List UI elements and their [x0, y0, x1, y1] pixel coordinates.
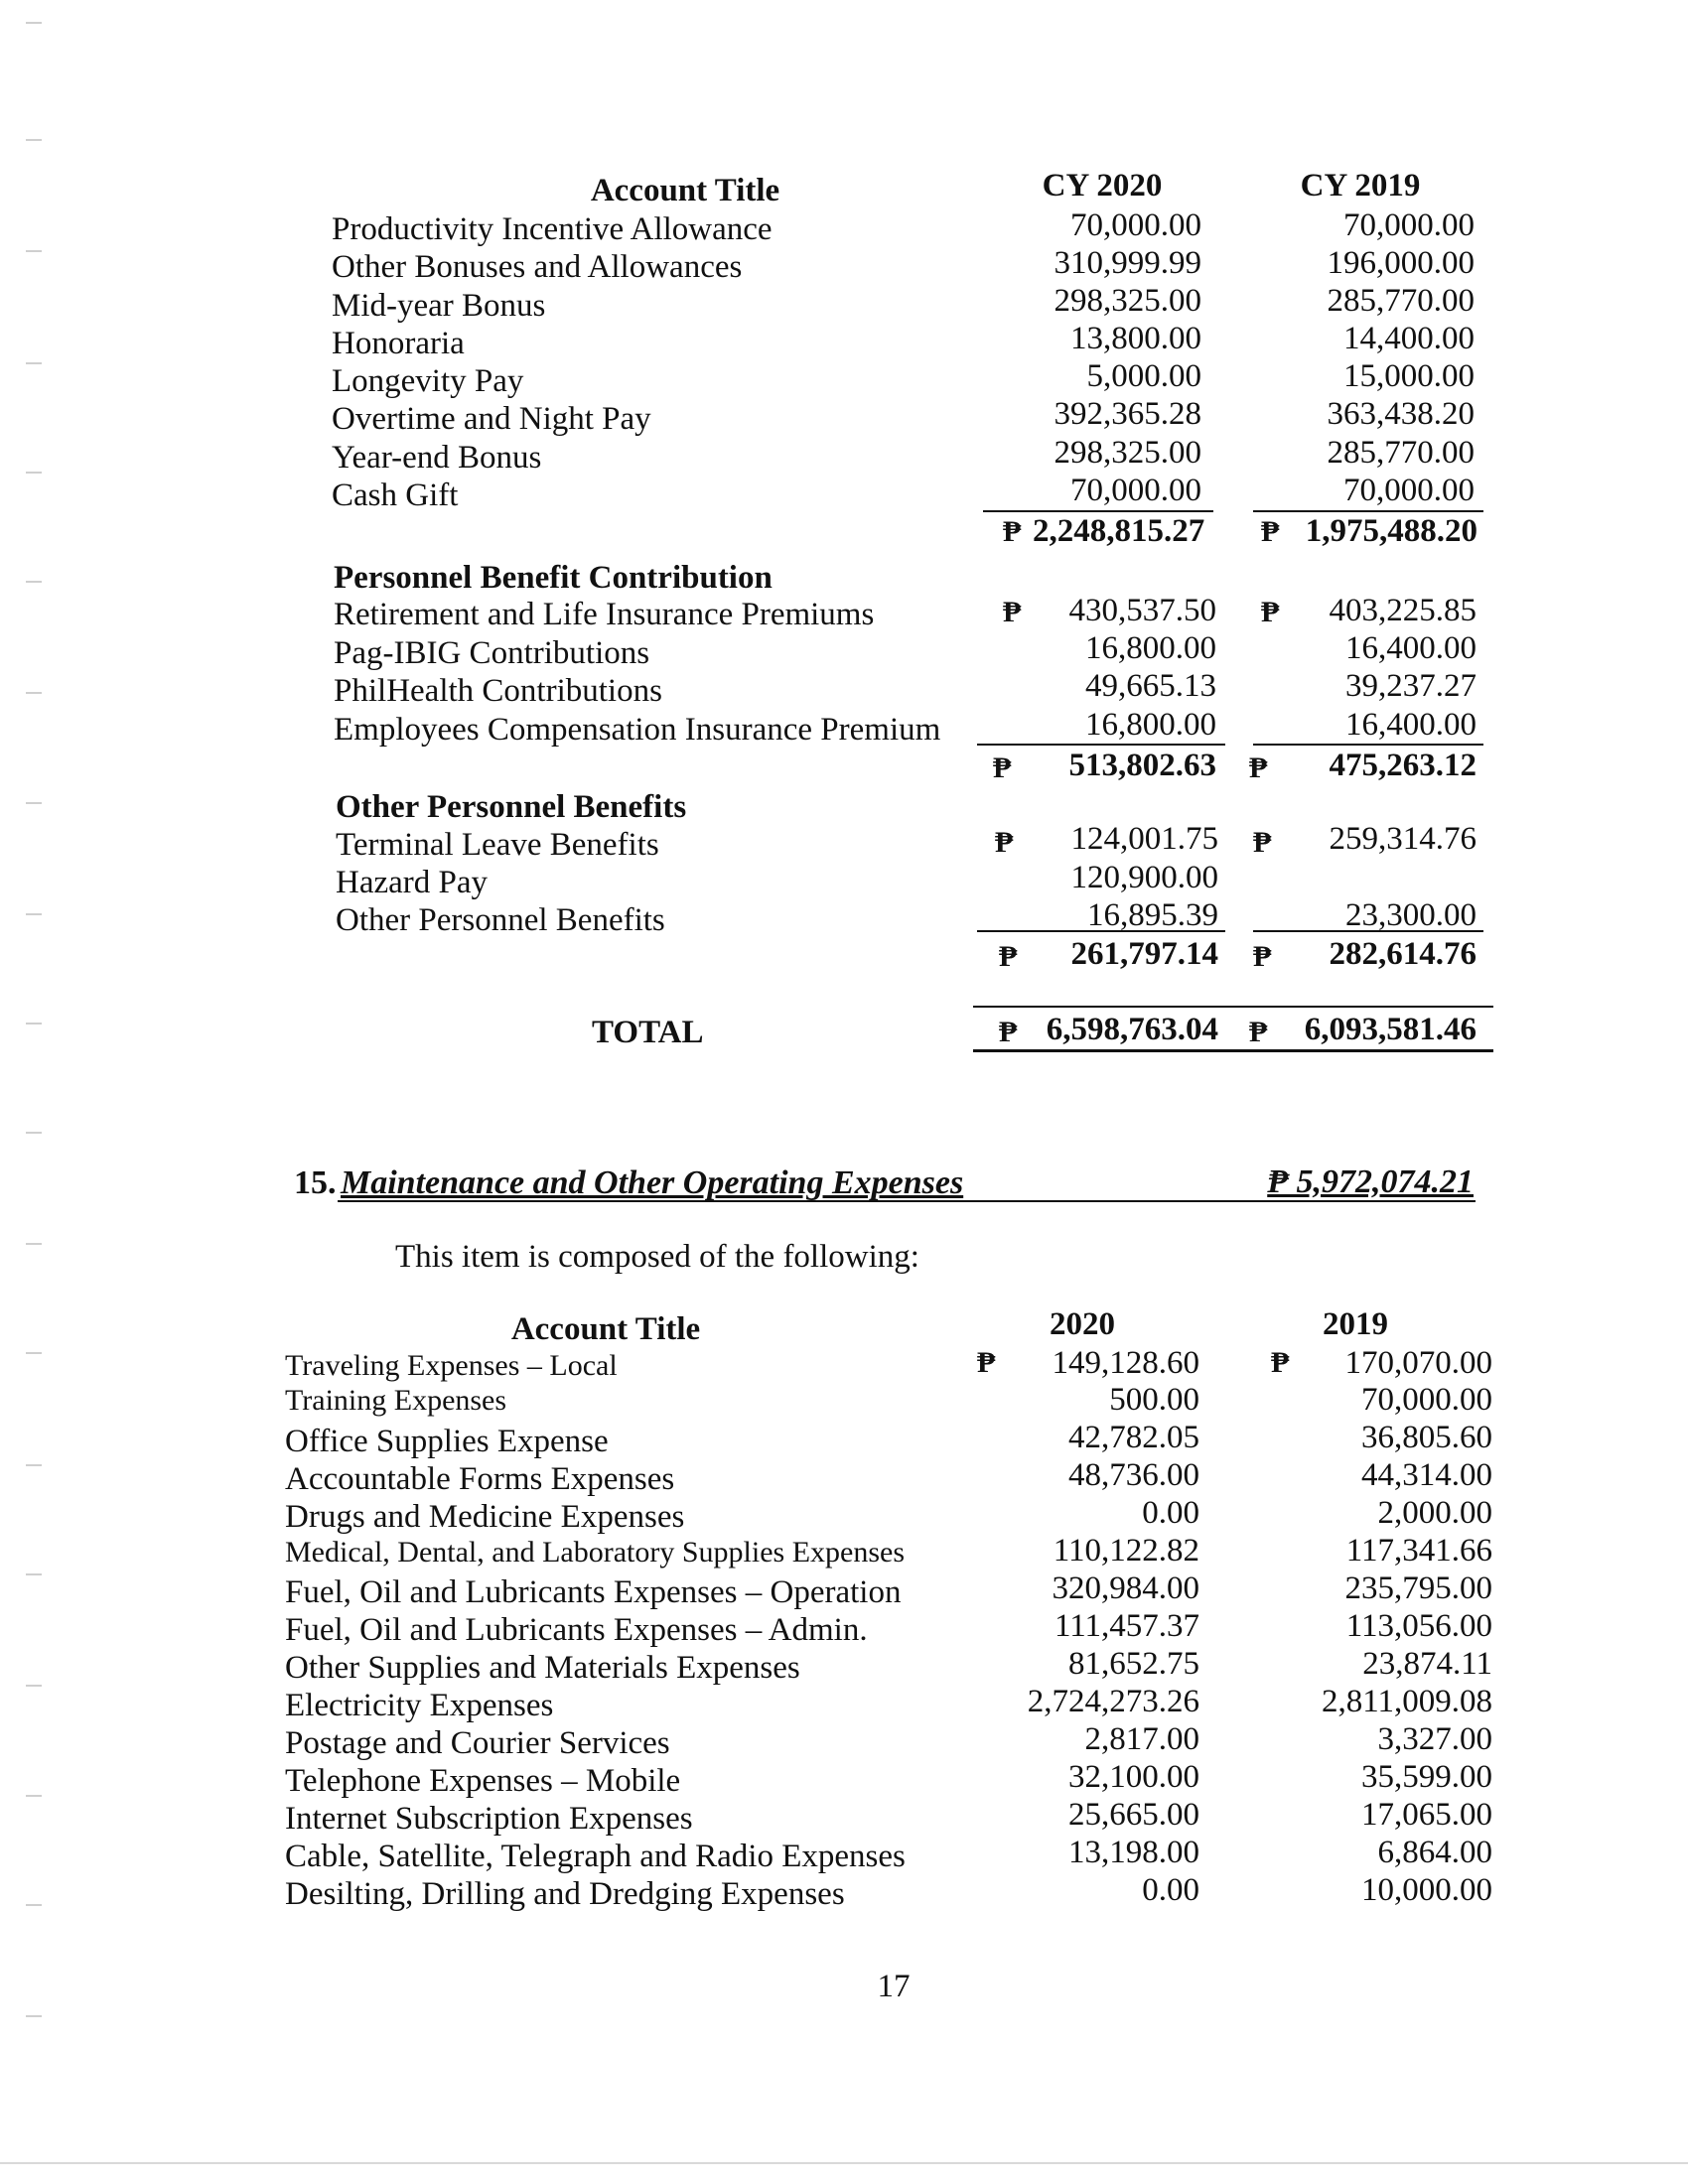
row-value-2020: 392,365.28: [1054, 396, 1201, 432]
row-label: Longevity Pay: [332, 363, 524, 399]
row-value-2020: 0.00: [1142, 1495, 1199, 1531]
cy2019-header: CY 2019: [1300, 168, 1421, 204]
row-label: Productivity Incentive Allowance: [332, 211, 773, 247]
row-label: Other Bonuses and Allowances: [332, 249, 743, 285]
row-value-2020: 32,100.00: [1068, 1759, 1199, 1795]
cy2020-header: CY 2020: [1042, 168, 1163, 204]
row-value-2020: 70,000.00: [1070, 207, 1201, 243]
section-title: [341, 1164, 963, 1202]
row-value-2019: 2,000.00: [1377, 1495, 1492, 1531]
row-value-2020: 16,800.00: [1085, 630, 1216, 666]
subtotal-rule: [1253, 930, 1483, 932]
subtotal-2020: 2,248,815.27: [1033, 513, 1205, 549]
row-value-2019: 235,795.00: [1344, 1570, 1492, 1606]
peso-sign: ₱: [999, 1016, 1018, 1048]
row-value-2019: 10,000.00: [1361, 1872, 1492, 1908]
peso-sign: ₱: [1253, 826, 1272, 859]
row-label: Mid-year Bonus: [332, 288, 546, 324]
row-value-2019: 117,341.66: [1345, 1533, 1492, 1569]
peso-sign: ₱: [1003, 596, 1022, 628]
peso-sign: ₱: [993, 751, 1012, 784]
row-label: Training Expenses: [285, 1384, 507, 1417]
grand-total-rule-top: [973, 1006, 1493, 1008]
subtotal-rule: [1253, 744, 1483, 746]
row-label: Honoraria: [332, 326, 465, 361]
binder-mark: [26, 1573, 42, 1575]
row-value-2019: 285,770.00: [1327, 435, 1475, 471]
row-value-2019: 23,874.11: [1362, 1646, 1492, 1682]
row-value-2019: 259,314.76: [1329, 821, 1477, 857]
binder-mark: [26, 692, 42, 694]
row-label: PhilHealth Contributions: [334, 673, 662, 709]
page-bottom-edge: [0, 2162, 1688, 2164]
binder-mark: [26, 1023, 42, 1024]
row-label: Retirement and Life Insurance Premiums: [334, 597, 875, 632]
row-label: Pag-IBIG Contributions: [334, 635, 650, 671]
row-value-2019: 70,000.00: [1361, 1382, 1492, 1418]
row-value-2020: 13,198.00: [1068, 1835, 1199, 1870]
subtotal-2019: 282,614.76: [1329, 936, 1477, 972]
row-value-2020: 2,724,273.26: [1027, 1684, 1199, 1719]
binder-mark: [26, 472, 42, 474]
row-value-2019: 3,327.00: [1377, 1721, 1492, 1757]
subtotal-2019: 1,975,488.20: [1305, 513, 1477, 549]
subtotal-rule: [977, 930, 1225, 932]
peso-sign: ₱: [1261, 515, 1280, 548]
row-value-2020: 111,457.37: [1054, 1608, 1199, 1644]
section-amount-text: ₱ 5,972,074.21: [1267, 1163, 1474, 1200]
account-title-header: Account Title: [510, 1311, 701, 1347]
section-title-rule: [338, 1200, 1476, 1202]
row-value-2019: 196,000.00: [1327, 245, 1475, 281]
row-label: Office Supplies Expense: [285, 1424, 609, 1459]
row-value-2019: 23,300.00: [1345, 897, 1477, 933]
binder-mark: [26, 913, 42, 915]
row-value-2019: 16,400.00: [1345, 707, 1477, 743]
row-value-2020: 49,665.13: [1085, 668, 1216, 704]
row-value-2019: 44,314.00: [1361, 1457, 1492, 1493]
peso-sign: ₱: [1249, 1016, 1268, 1048]
binder-mark: [26, 1685, 42, 1687]
row-value-2019: 17,065.00: [1361, 1797, 1492, 1833]
account-title-header: Account Title: [590, 173, 780, 208]
row-value-2020: 310,999.99: [1054, 245, 1201, 281]
group-title: Personnel Benefit Contribution: [334, 560, 773, 596]
row-value-2019: 39,237.27: [1345, 668, 1477, 704]
binder-mark: [26, 1352, 42, 1354]
row-value-2019: 6,864.00: [1377, 1835, 1492, 1870]
row-value-2020: 110,122.82: [1053, 1533, 1199, 1569]
row-value-2019: 35,599.00: [1361, 1759, 1492, 1795]
row-value-2019: 14,400.00: [1343, 321, 1475, 356]
subtotal-2020: 261,797.14: [1070, 936, 1218, 972]
row-label: Drugs and Medicine Expenses: [285, 1499, 685, 1535]
row-value-2020: 16,895.39: [1087, 897, 1218, 933]
section-number: 15.: [294, 1164, 337, 1201]
peso-sign: ₱: [1271, 1346, 1290, 1379]
row-label: Electricity Expenses: [285, 1688, 554, 1723]
section-intro: This item is composed of the following:: [395, 1239, 919, 1275]
grand-total-label: TOTAL: [592, 1015, 704, 1050]
binder-mark: [26, 1132, 42, 1134]
row-label: Year-end Bonus: [332, 440, 542, 476]
section-amount: [1267, 1163, 1474, 1201]
row-label: Medical, Dental, and Laboratory Supplies Expenses: [285, 1536, 905, 1569]
subtotal-rule: [977, 744, 1225, 746]
row-label: Terminal Leave Benefits: [336, 827, 659, 863]
section-title-text: Maintenance and Other Operating Expenses: [341, 1164, 964, 1201]
row-label: Internet Subscription Expenses: [285, 1801, 693, 1837]
row-value-2020: 149,128.60: [1052, 1345, 1199, 1381]
row-value-2020: 430,537.50: [1068, 593, 1216, 628]
peso-sign: ₱: [995, 826, 1014, 859]
row-value-2020: 2,817.00: [1084, 1721, 1199, 1757]
binder-mark: [26, 22, 42, 24]
y2019-header: 2019: [1323, 1306, 1388, 1342]
row-label: Other Supplies and Materials Expenses: [285, 1650, 800, 1686]
grand-total-rule-bottom: [973, 1049, 1493, 1052]
row-value-2020: 298,325.00: [1054, 283, 1201, 319]
y2020-header: 2020: [1050, 1306, 1115, 1342]
row-value-2020: 298,325.00: [1054, 435, 1201, 471]
row-value-2020: 25,665.00: [1068, 1797, 1199, 1833]
subtotal-2020: 513,802.63: [1068, 748, 1216, 783]
row-label: Accountable Forms Expenses: [285, 1461, 675, 1497]
binder-mark: [26, 1904, 42, 1906]
row-value-2019: 403,225.85: [1329, 593, 1477, 628]
peso-sign: ₱: [999, 940, 1018, 973]
row-value-2020: 320,984.00: [1052, 1570, 1199, 1606]
row-value-2019: 285,770.00: [1327, 283, 1475, 319]
page-number: 17: [877, 1969, 911, 2004]
binder-mark: [26, 250, 42, 252]
row-value-2019: 70,000.00: [1343, 473, 1475, 508]
row-label: Traveling Expenses – Local: [285, 1349, 618, 1382]
row-value-2019: 2,811,009.08: [1321, 1684, 1492, 1719]
row-value-2019: 363,438.20: [1327, 396, 1475, 432]
binder-mark: [26, 1243, 42, 1245]
row-value-2020: 500.00: [1109, 1382, 1199, 1418]
row-value-2020: 13,800.00: [1070, 321, 1201, 356]
group-title: Other Personnel Benefits: [336, 789, 687, 825]
row-value-2019: 70,000.00: [1343, 207, 1475, 243]
row-value-2019: 113,056.00: [1345, 1608, 1492, 1644]
row-label: Cash Gift: [332, 478, 459, 513]
row-value-2020: 16,800.00: [1085, 707, 1216, 743]
binder-mark: [26, 362, 42, 364]
binder-mark: [26, 139, 42, 141]
row-value-2020: 0.00: [1142, 1872, 1199, 1908]
row-value-2019: 170,070.00: [1344, 1345, 1492, 1381]
grand-total-2019: 6,093,581.46: [1304, 1012, 1477, 1047]
binder-mark: [26, 2015, 42, 2017]
row-label: Fuel, Oil and Lubricants Expenses – Operation: [285, 1574, 902, 1610]
row-label: Desilting, Drilling and Dredging Expenses: [285, 1876, 845, 1912]
row-label: Hazard Pay: [336, 865, 489, 900]
peso-sign: ₱: [1261, 596, 1280, 628]
row-label: Fuel, Oil and Lubricants Expenses – Admin.: [285, 1612, 868, 1648]
row-value-2019: 15,000.00: [1343, 358, 1475, 394]
subtotal-2019: 475,263.12: [1329, 748, 1477, 783]
row-value-2019: 16,400.00: [1345, 630, 1477, 666]
peso-sign: ₱: [1253, 940, 1272, 973]
row-label: Cable, Satellite, Telegraph and Radio Expenses: [285, 1839, 906, 1874]
row-value-2020: 48,736.00: [1068, 1457, 1199, 1493]
peso-sign: ₱: [977, 1346, 996, 1379]
row-value-2020: 5,000.00: [1086, 358, 1201, 394]
row-label: Other Personnel Benefits: [336, 902, 665, 938]
row-value-2019: 36,805.60: [1361, 1420, 1492, 1455]
peso-sign: ₱: [1249, 751, 1268, 784]
binder-mark: [26, 581, 42, 583]
row-value-2020: 81,652.75: [1068, 1646, 1199, 1682]
row-value-2020: 124,001.75: [1070, 821, 1218, 857]
row-label: Overtime and Night Pay: [332, 401, 651, 437]
row-label: Employees Compensation Insurance Premium: [334, 712, 941, 748]
row-value-2020: 120,900.00: [1070, 860, 1218, 895]
binder-mark: [26, 802, 42, 804]
peso-sign: ₱: [1003, 515, 1022, 548]
binder-mark: [26, 1795, 42, 1797]
binder-mark: [26, 1464, 42, 1466]
grand-total-2020: 6,598,763.04: [1046, 1012, 1218, 1047]
row-value-2020: 70,000.00: [1070, 473, 1201, 508]
row-label: Telephone Expenses – Mobile: [285, 1763, 681, 1799]
row-label: Postage and Courier Services: [285, 1725, 670, 1761]
row-value-2020: 42,782.05: [1068, 1420, 1199, 1455]
